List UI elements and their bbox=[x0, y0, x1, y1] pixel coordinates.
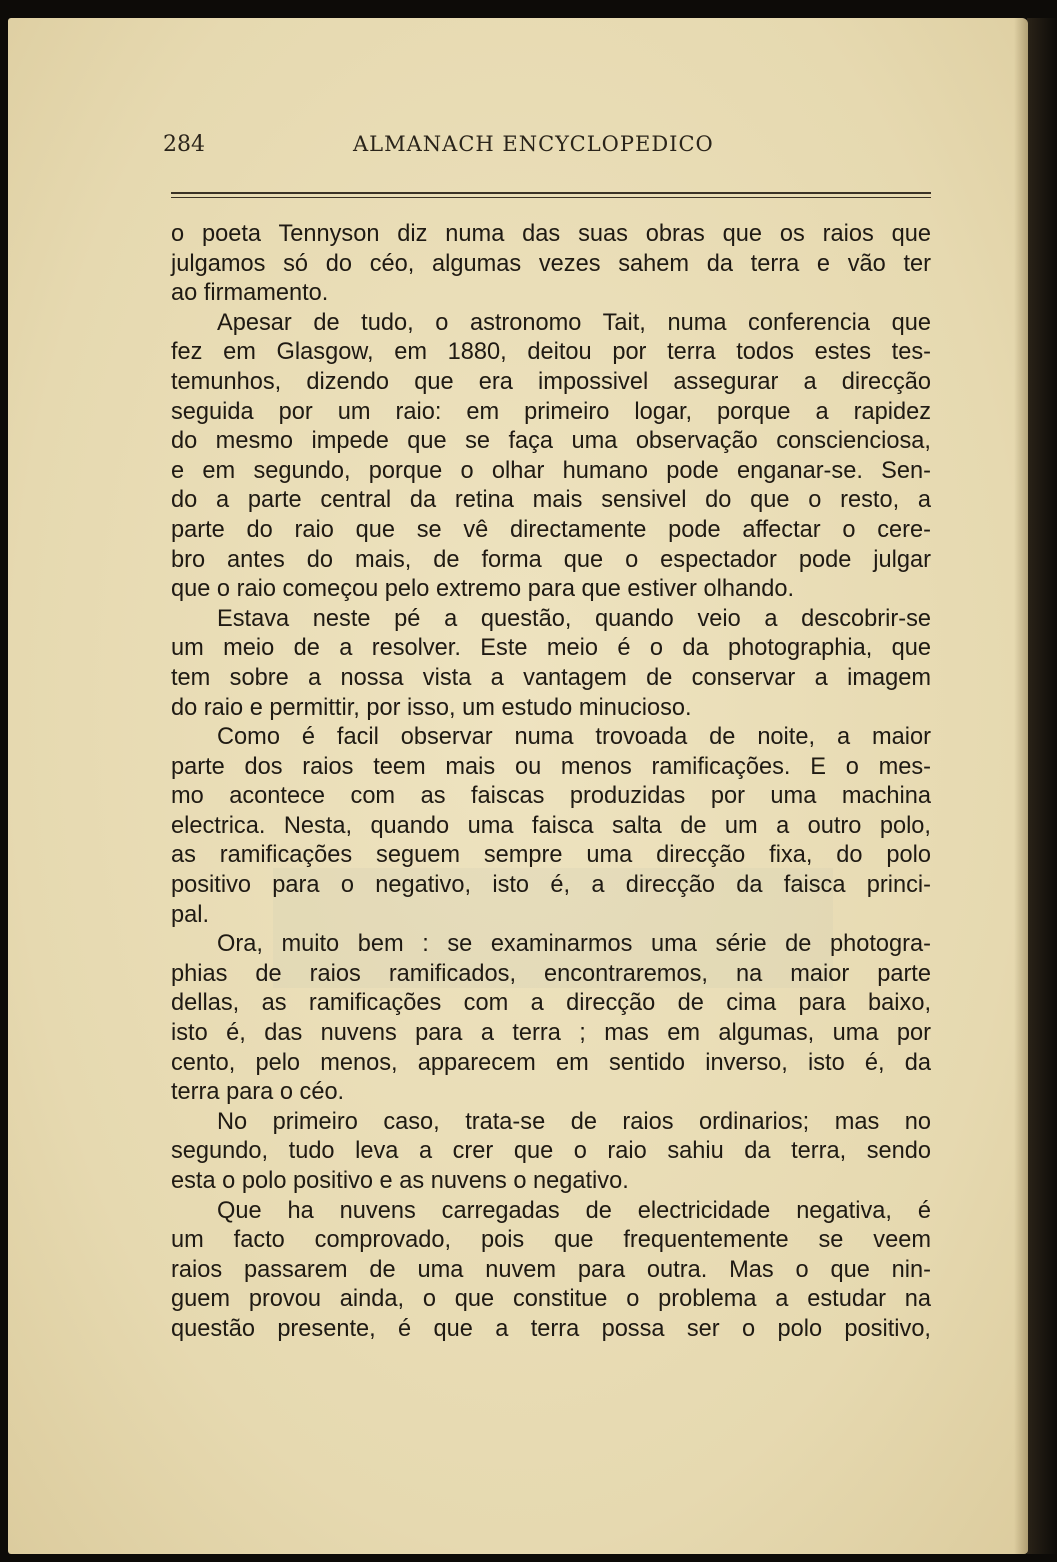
text-line: isto é, das nuvens para a terra ; mas em algumas, uma por bbox=[171, 1020, 931, 1047]
page-edge bbox=[1014, 18, 1028, 1554]
text-line: terra para o céo. bbox=[171, 1079, 345, 1106]
book-page bbox=[8, 18, 1028, 1554]
text-line: phias de raios ramificados, encontraremos, na maior parte bbox=[171, 960, 931, 987]
text-line: as ramificações seguem sempre uma direcção fixa, do polo bbox=[171, 842, 931, 869]
text-line: temunhos, dizendo que era impossivel assegurar a direcção bbox=[171, 368, 931, 395]
background-shadow bbox=[1027, 18, 1057, 1554]
text-line: pal. bbox=[171, 901, 210, 928]
text-line: tem sobre a nossa vista a vantagem de conservar a imagem bbox=[171, 664, 931, 691]
text-line: do raio e permittir, por isso, um estudo minucioso. bbox=[171, 694, 692, 721]
text-line: questão presente, é que a terra possa ser o polo positivo, bbox=[171, 1315, 931, 1342]
text-line: bro antes do mais, de forma que o espectador pode julgar bbox=[171, 546, 931, 573]
header-rule-thin bbox=[171, 197, 931, 198]
text-line: parte do raio que se vê directamente pode affectar o cere- bbox=[171, 516, 931, 543]
running-title: ALMANACH ENCYCLOPEDICO bbox=[353, 132, 714, 156]
text-line: Como é facil observar numa trovoada de noite, a maior bbox=[217, 724, 931, 751]
text-line: do mesmo impede que se faça uma observação conscienciosa, bbox=[171, 428, 931, 455]
text-line: do a parte central da retina mais sensivel do que o resto, a bbox=[171, 487, 931, 514]
body-text bbox=[171, 220, 931, 1345]
text-line: que o raio começou pelo extremo para que estiver olhando. bbox=[171, 576, 794, 603]
text-line: parte dos raios teem mais ou menos ramificações. E o mes- bbox=[171, 753, 931, 780]
text-line: mo acontece com as faiscas produzidas por uma machina bbox=[171, 783, 931, 810]
page-header bbox=[163, 132, 933, 168]
text-line: Que ha nuvens carregadas de electricidade negativa, é bbox=[217, 1197, 931, 1224]
text-line: o poeta Tennyson diz numa das suas obras que os raios que bbox=[171, 221, 931, 247]
text-line: raios passarem de uma nuvem para outra. Mas o que nin- bbox=[171, 1256, 931, 1283]
header-rule bbox=[171, 192, 931, 194]
text-line: e em segundo, porque o olhar humano pode enganar-se. Sen- bbox=[171, 457, 931, 484]
text-line: um meio de a resolver. Este meio é o da photographia, que bbox=[171, 635, 931, 662]
text-line: dellas, as ramificações com a direcção de cima para baixo, bbox=[171, 990, 931, 1017]
text-line: seguida por um raio: em primeiro logar, porque a rapidez bbox=[171, 398, 931, 425]
text-line: Apesar de tudo, o astronomo Tait, numa conferencia que bbox=[217, 309, 931, 336]
text-line: fez em Glasgow, em 1880, deitou por terra todos estes tes- bbox=[171, 339, 931, 366]
text-line: julgamos só do céo, algumas vezes sahem da terra e vão ter bbox=[171, 250, 931, 277]
text-line: No primeiro caso, trata-se de raios ordinarios; mas no bbox=[217, 1108, 931, 1135]
text-line: cento, pelo menos, apparecem em sentido inverso, isto é, da bbox=[171, 1049, 931, 1076]
text-line: esta o polo positivo e as nuvens o negativo. bbox=[171, 1168, 629, 1194]
text-line: Ora, muito bem : se examinarmos uma série de photogra- bbox=[217, 931, 931, 958]
page-number: 284 bbox=[163, 132, 205, 157]
text-line: electrica. Nesta, quando uma faisca salta de um a outro polo, bbox=[171, 812, 931, 839]
text-line: segundo, tudo leva a crer que o raio sahiu da terra, sendo bbox=[171, 1138, 931, 1165]
text-line: Estava neste pé a questão, quando veio a descobrir-se bbox=[217, 605, 931, 632]
text-line: positivo para o negativo, isto é, a direcção da faisca princi- bbox=[171, 872, 931, 899]
text-line: guem provou ainda, o que constitue o problema a estudar na bbox=[171, 1286, 931, 1313]
text-line: ao firmamento. bbox=[171, 280, 329, 307]
text-line: um facto comprovado, pois que frequentemente se veem bbox=[171, 1227, 931, 1254]
